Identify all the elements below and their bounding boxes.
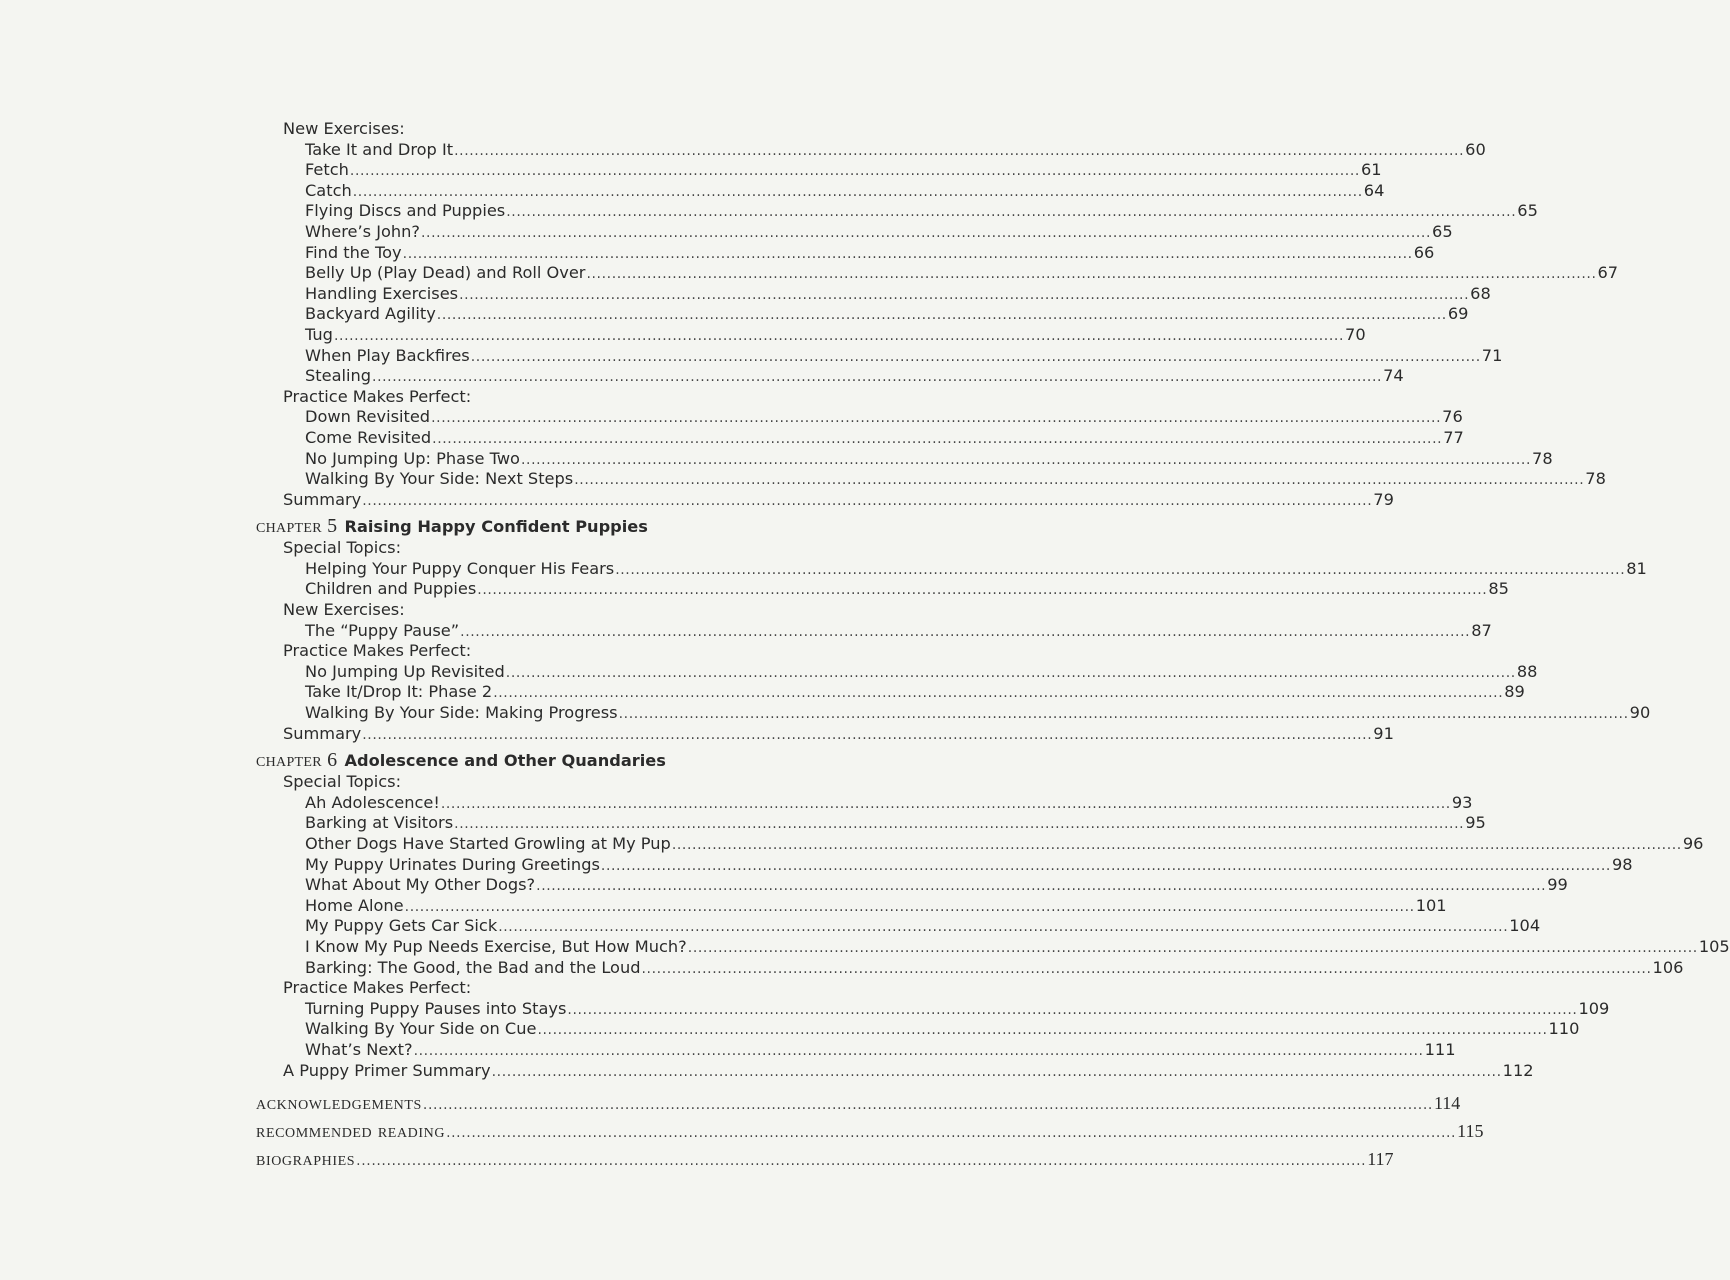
chapter-label: chapter 5 — [256, 515, 338, 538]
entry-page-number: 61 — [1360, 160, 1382, 180]
entry-page-number: 87 — [1471, 620, 1492, 640]
entry-title: Barking at Visitors — [305, 813, 454, 833]
entry-title: Down Revisited — [305, 407, 431, 427]
entry-page-number: 78 — [1585, 469, 1606, 489]
dot-leader: ........................................................................................................................................................................................................ — [402, 245, 1413, 262]
entry-title: Helping Your Puppy Conquer His Fears — [305, 558, 615, 578]
chapter-label: chapter 6 — [256, 749, 338, 772]
toc-entry — [256, 366, 1404, 387]
entry-title: Children and Puppies — [305, 579, 477, 599]
entry-page-number: 110 — [1548, 1019, 1580, 1039]
entry-title: My Puppy Gets Car Sick — [305, 916, 498, 936]
toc-entry — [256, 936, 1730, 958]
dot-leader: ........................................................................................................................................................................................................ — [567, 1001, 1578, 1018]
dot-leader: ........................................................................................................................................................................................................ — [436, 307, 1447, 324]
toc-entry — [256, 813, 1486, 834]
dot-leader: ........................................................................................................................................................................................................ — [537, 1022, 1548, 1039]
toc-entry — [256, 834, 1704, 855]
entry-page-number: 96 — [1682, 834, 1704, 853]
section-heading-text: New Exercises: — [283, 119, 405, 138]
dot-leader: ........................................................................................................................................................................................................ — [404, 898, 1415, 915]
toc-entry — [256, 160, 1382, 181]
toc-section-heading — [256, 387, 850, 408]
dot-leader: ........................................................................................................................................................................................................ — [520, 451, 1532, 468]
entry-page-number: 105 — [1698, 936, 1730, 956]
entry-title: What’s Next? — [305, 1039, 413, 1059]
entry-title: Flying Discs and Puppies — [305, 201, 506, 221]
dot-leader: ........................................................................................................................................................................................................ — [641, 960, 1652, 977]
entry-page-number: 77 — [1443, 427, 1464, 447]
toc-summary-entry — [256, 1060, 1534, 1082]
toc-section-heading — [256, 978, 850, 999]
dot-leader: ........................................................................................................................................................................................................ — [362, 492, 1373, 509]
toc-entry — [256, 283, 1491, 305]
toc-entry — [256, 242, 1435, 264]
chapter-title: Adolescence and Other Quandaries — [344, 751, 666, 771]
dot-leader: ........................................................................................................................................................................................................ — [356, 1153, 1367, 1170]
entry-page-number: 88 — [1516, 661, 1538, 681]
toc-entry — [256, 1019, 1580, 1040]
table-of-contents — [256, 119, 1730, 1171]
entry-page-number: 69 — [1447, 304, 1469, 324]
dot-leader: ........................................................................................................................................................................................................ — [506, 204, 1517, 221]
section-heading-text: Practice Makes Perfect: — [283, 978, 472, 998]
chapter-heading — [256, 510, 850, 538]
section-heading-text: Special Topics: — [283, 772, 402, 792]
entry-page-number: 64 — [1363, 180, 1385, 200]
entry-page-number: 91 — [1373, 723, 1394, 743]
entry-page-number: 99 — [1547, 875, 1568, 895]
entry-title: Walking By Your Side on Cue — [305, 1019, 537, 1039]
dot-leader: ........................................................................................................................................................................................................ — [477, 582, 1488, 599]
dot-leader: ........................................................................................................................................................................................................ — [421, 224, 1432, 241]
toc-entry — [256, 916, 1541, 937]
major-entry-title: acknowledgements — [256, 1092, 422, 1115]
section-heading-text: Practice Makes Perfect: — [283, 641, 472, 661]
entry-page-number: 79 — [1373, 489, 1394, 509]
chapter-heading — [256, 744, 850, 772]
dot-leader: ........................................................................................................................................................................................................ — [362, 726, 1373, 743]
entry-title: What About My Other Dogs? — [305, 875, 536, 895]
entry-title: Summary — [283, 489, 362, 509]
entry-title: Take It/Drop It: Phase 2 — [305, 682, 493, 702]
toc-entry — [256, 620, 1492, 642]
toc-entry — [256, 345, 1503, 367]
entry-title: Home Alone — [305, 895, 404, 915]
dot-leader: ........................................................................................................................................................................................................ — [431, 410, 1442, 427]
entry-title: The “Puppy Pause” — [305, 620, 460, 640]
dot-leader: ........................................................................................................................................................................................................ — [618, 706, 1629, 723]
dot-leader: ........................................................................................................................................................................................................ — [372, 369, 1383, 386]
dot-leader: ........................................................................................................................................................................................................ — [687, 939, 1698, 956]
dot-leader: ........................................................................................................................................................................................................ — [615, 561, 1626, 578]
entry-page-number: 78 — [1532, 448, 1553, 468]
entry-title: Backyard Agility — [305, 304, 436, 324]
section-heading-text: New Exercises: — [283, 600, 405, 620]
toc-major-entry — [256, 1087, 1461, 1115]
toc-entry — [256, 579, 1509, 600]
toc-entry — [256, 469, 1606, 490]
toc-entry — [256, 703, 1651, 724]
toc-entry — [256, 1039, 1456, 1061]
dot-leader: ........................................................................................................................................................................................................ — [349, 163, 1360, 180]
entry-title: Tug — [305, 324, 333, 344]
entry-title: My Puppy Urinates During Greetings — [305, 854, 600, 874]
toc-entry — [256, 201, 1538, 222]
entry-page-number: 81 — [1626, 558, 1647, 578]
toc-entry — [256, 448, 1553, 470]
entry-title: Belly Up (Play Dead) and Roll Over — [305, 263, 586, 283]
dot-leader: ........................................................................................................................................................................................................ — [459, 286, 1470, 303]
entry-title: No Jumping Up: Phase Two — [305, 448, 520, 468]
toc-major-entry — [256, 1115, 1484, 1143]
major-entry-title: biographies — [256, 1148, 356, 1171]
dot-leader: ........................................................................................................................................................................................................ — [422, 1097, 1433, 1114]
dot-leader: ........................................................................................................................................................................................................ — [440, 795, 1451, 812]
dot-leader: ........................................................................................................................................................................................................ — [493, 685, 1504, 702]
toc-entry — [256, 221, 1453, 243]
dot-leader: ........................................................................................................................................................................................................ — [460, 623, 1471, 640]
toc-entry — [256, 895, 1447, 917]
entry-title: No Jumping Up Revisited — [305, 661, 505, 681]
entry-title: Find the Toy — [305, 242, 402, 262]
toc-entry — [256, 407, 1463, 428]
entry-page-number: 95 — [1465, 813, 1486, 833]
entry-title: Stealing — [305, 366, 372, 386]
dot-leader: ........................................................................................................................................................................................................ — [446, 1125, 1457, 1142]
dot-leader: ........................................................................................................................................................................................................ — [432, 430, 1443, 447]
entry-page-number: 109 — [1578, 998, 1610, 1018]
dot-leader: ........................................................................................................................................................................................................ — [600, 857, 1611, 874]
entry-page-number: 111 — [1424, 1039, 1456, 1059]
toc-summary-entry — [256, 723, 1394, 745]
toc-entry — [256, 263, 1619, 284]
dot-leader: ........................................................................................................................................................................................................ — [413, 1042, 1424, 1059]
toc-entry — [256, 180, 1385, 202]
dot-leader: ........................................................................................................................................................................................................ — [454, 142, 1465, 159]
entry-page-number: 71 — [1481, 345, 1503, 365]
entry-page-number: 67 — [1597, 263, 1619, 283]
entry-title: Barking: The Good, the Bad and the Loud — [305, 957, 641, 977]
entry-title: Summary — [283, 723, 362, 743]
toc-section-heading — [256, 119, 850, 140]
toc-section-heading — [256, 641, 850, 662]
entry-page-number: 65 — [1432, 221, 1453, 241]
dot-leader: ........................................................................................................................................................................................................ — [671, 837, 1682, 853]
toc-entry — [256, 427, 1464, 449]
entry-title: Catch — [305, 180, 352, 200]
entry-page-number: 93 — [1451, 792, 1473, 812]
dot-leader: ........................................................................................................................................................................................................ — [505, 664, 1516, 681]
dot-leader: ........................................................................................................................................................................................................ — [454, 816, 1465, 833]
entry-page-number: 74 — [1383, 366, 1404, 386]
major-entry-page-number: 114 — [1433, 1093, 1461, 1114]
entry-page-number: 70 — [1345, 324, 1366, 344]
entry-page-number: 101 — [1415, 895, 1447, 915]
entry-page-number: 76 — [1442, 407, 1463, 427]
entry-title: Handling Exercises — [305, 283, 459, 303]
dot-leader: ........................................................................................................................................................................................................ — [574, 472, 1585, 489]
entry-page-number: 60 — [1465, 139, 1486, 159]
dot-leader: ........................................................................................................................................................................................................ — [333, 327, 1345, 344]
entry-title: Take It and Drop It — [305, 139, 454, 159]
entry-page-number: 85 — [1488, 579, 1509, 599]
entry-title: Turning Puppy Pauses into Stays — [305, 998, 567, 1018]
entry-page-number: 66 — [1413, 242, 1435, 262]
entry-page-number: 65 — [1517, 201, 1538, 221]
chapter-title: Raising Happy Confident Puppies — [344, 517, 648, 537]
entry-title: A Puppy Primer Summary — [283, 1060, 491, 1080]
entry-page-number: 106 — [1652, 957, 1684, 977]
entry-page-number: 68 — [1470, 283, 1491, 303]
dot-leader: ........................................................................................................................................................................................................ — [586, 266, 1597, 283]
major-entry-page-number: 115 — [1457, 1121, 1484, 1142]
entry-title: Where’s John? — [305, 221, 420, 241]
section-heading-text: Practice Makes Perfect: — [283, 386, 472, 406]
entry-title: When Play Backfires — [305, 345, 470, 365]
major-entry-title: recommended reading — [256, 1120, 446, 1143]
entry-title: I Know My Pup Needs Exercise, But How Much? — [305, 936, 687, 956]
toc-entry — [256, 792, 1473, 814]
toc-entry — [256, 558, 1647, 580]
toc-entry — [256, 854, 1633, 876]
toc-entry — [256, 875, 1568, 896]
toc-section-heading — [256, 600, 850, 621]
entry-title: Walking By Your Side: Next Steps — [305, 469, 574, 489]
dot-leader: ........................................................................................................................................................................................................ — [491, 1063, 1502, 1080]
major-entry-page-number: 117 — [1367, 1149, 1394, 1170]
entry-title: Fetch — [305, 160, 349, 180]
toc-entry — [256, 324, 1366, 346]
entry-title: Come Revisited — [305, 427, 432, 447]
toc-summary-entry — [256, 489, 1394, 511]
dot-leader: ........................................................................................................................................................................................................ — [536, 878, 1547, 895]
entry-title: Walking By Your Side: Making Progress — [305, 703, 618, 723]
dot-leader: ........................................................................................................................................................................................................ — [470, 348, 1481, 365]
entry-page-number: 104 — [1509, 916, 1541, 936]
toc-entry — [256, 682, 1525, 703]
entry-page-number: 90 — [1629, 703, 1651, 723]
entry-title: Ah Adolescence! — [305, 792, 440, 812]
entry-page-number: 89 — [1504, 682, 1525, 702]
dot-leader: ........................................................................................................................................................................................................ — [498, 919, 1509, 936]
toc-major-entry — [256, 1143, 1394, 1171]
toc-entry — [256, 957, 1684, 979]
section-heading-text: Special Topics: — [283, 538, 402, 558]
entry-page-number: 98 — [1611, 854, 1633, 874]
toc-entry — [256, 304, 1469, 325]
toc-entry — [256, 661, 1538, 683]
toc-entry — [256, 139, 1486, 161]
entry-title: Other Dogs Have Started Growling at My Pup — [305, 834, 671, 853]
entry-page-number: 112 — [1502, 1060, 1534, 1080]
dot-leader: ........................................................................................................................................................................................................ — [352, 183, 1363, 200]
toc-entry — [256, 998, 1610, 1020]
